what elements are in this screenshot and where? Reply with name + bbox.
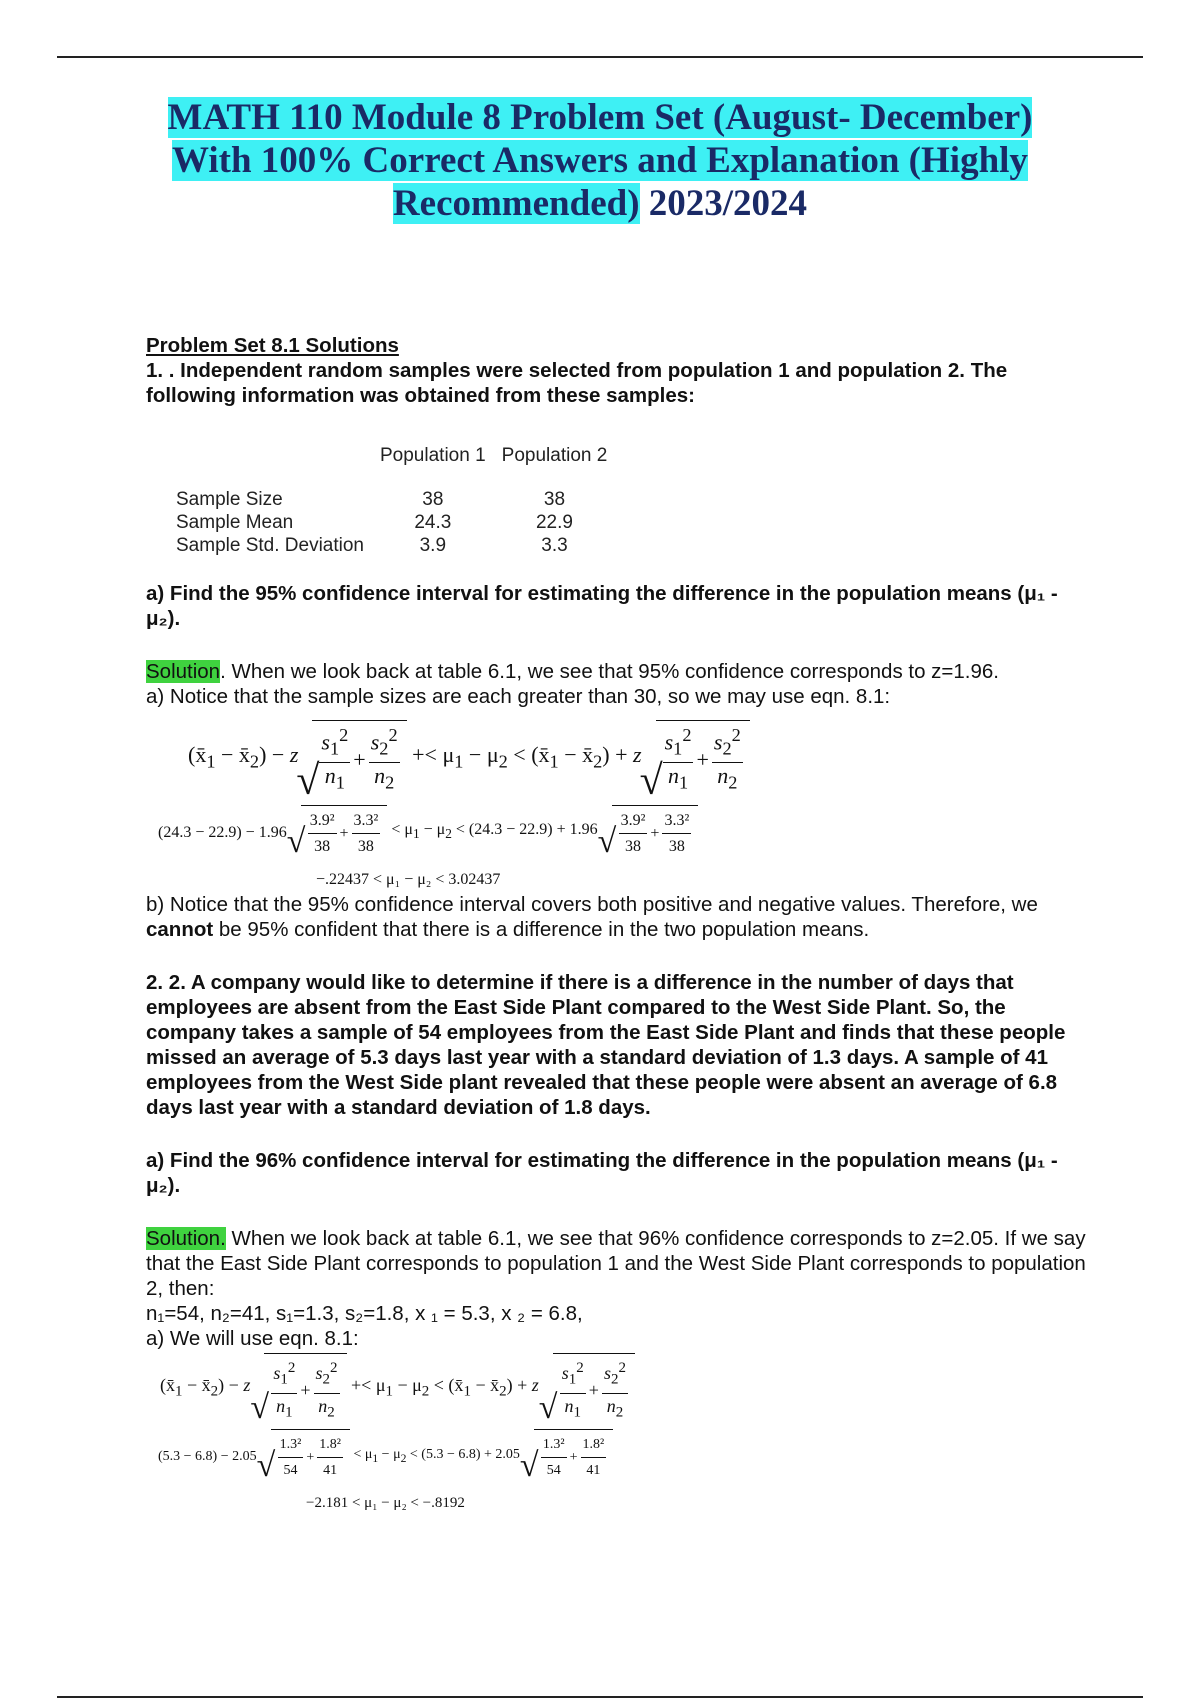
part-b-text-1: b) Notice that the 95% confidence interval covers both positive and negative values. Therefore, we (146, 893, 1038, 916)
row-value-pop1: 3.9 (419, 535, 447, 556)
problem1-part-a: a) Find the 95% confidence interval for estimating the difference in the population means (μ₁ - μ₂). (146, 582, 1058, 630)
general-formula-2: ($x̄_1$ − $x̄_2) - z$ √ $\frac{s_1^2}{n_1}$ + $\frac{s_2^2}{n_2}$ +< $\mu_1 - \mu_2$ < ($x̄_1$ − $x̄_2) + z$ √ $\frac{s_1^2}{n_1}$ + $\frac{s_2^2}{n_2}$ (160, 1357, 1086, 1421)
table-header-blank (168, 443, 372, 488)
row-value-pop2: 3.3 (541, 535, 568, 556)
result-1: −.22437 < μ₁ − μ₂ < 3.02437 (316, 871, 501, 888)
problem1-solution-a: a) Notice that the sample sizes are each greater than 30, so we may use eqn. 8.1: (146, 685, 891, 708)
problem1-solution (146, 659, 1086, 684)
table-header-pop1: Population 1 (380, 445, 486, 466)
document-body (146, 333, 1086, 1516)
problem2-part-a: a) Find the 96% confidence interval for estimating the difference in the population means (μ₁ - μ₂). (146, 1149, 1058, 1197)
general-formula-1: ($x̄_1$ − $x̄_2) - z$ √ $\frac{s_1^2}{n_1}$ + $\frac{s_2^2}{n_2}$ +< $\mu_1 - \mu_2$ < ($x̄_1$ − $x̄_2) + z$ √ $\frac{s_1^2}{n_1}$ + $\frac{s_2^2}{n_2}$ (188, 723, 1086, 793)
row-value-pop1: 38 (422, 489, 444, 510)
problem1-question: 1. . Independent random samples were selected from population 1 and population 2. The following information was obtained from these samples: (146, 359, 1008, 407)
table-row (168, 511, 615, 534)
numeric-formula-2: (5.3 − 6.8) − 2.05 √ $\frac{\text{1.3²}}{54}$ + $\frac{\text{1.8²}}{41}$ < $\mu_1 - \mu_2 < (5.3 - 6.8) + 2.05$ √ $\frac{\text{1.3²}}{54}$ + $\frac{\text{1.8²}}{41}$ (158, 1427, 1086, 1485)
problem2-solution-a: a) We will use eqn. 8.1: (146, 1327, 359, 1350)
row-value-pop1: 24.3 (414, 512, 452, 533)
part-b-text-2: be 95% confident that there is a difference in the two population means. (213, 918, 870, 941)
section-heading: Problem Set 8.1 Solutions (146, 334, 399, 357)
problem2-question: 2. 2. A company would like to determine if there is a difference in the number of days that employees are absent from the East Side Plant compared to the West Side Plant. So, the company takes a sample of 54 employees from the East Side Plant and finds that these people missed an average of 5.3 days last year with a standard deviation of 1.3 days. A sample of 41 employees from the West Side plant revealed that these people were absent an average of 6.8 days last year with a standard deviation of 1.8 days. (146, 971, 1066, 1119)
problem1-part-b (146, 892, 1086, 942)
problem2-solution (146, 1226, 1086, 1301)
sample-table (168, 443, 615, 557)
solution-label: Solution (146, 660, 221, 683)
table-header-row (168, 443, 615, 488)
solution-text: When we look back at table 6.1, we see that 96% confidence corresponds to z=2.05. If we say that the East Side Plant corresponds to population 1 and the West Side Plant corresponds to population 2, then: (146, 1227, 1086, 1300)
solution-label: Solution. (146, 1227, 226, 1250)
solution-text: . When we look back at table 6.1, we see that 95% confidence corresponds to z=1.96. (220, 660, 999, 683)
row-label: Sample Mean (176, 512, 294, 533)
bottom-rule (57, 1696, 1143, 1698)
numeric-formula-1: (24.3 − 22.9) − 1.96 √ $\frac{\text{3.9²}}{38}$ + $\frac{\text{3.3²}}{38}$ < $\mu_1 - \mu_2 < (24.3 - 22.9) + 1.96$ √ $\frac{\text{3.9²}}{38}$ + $\frac{\text{3.3²}}{38}$ (158, 803, 1086, 861)
title-line-3b: 2023/2024 (639, 183, 808, 224)
row-label: Sample Size (176, 489, 283, 510)
row-value-pop2: 22.9 (535, 512, 573, 533)
document-title (100, 96, 1100, 225)
table-header-pop2: Population 2 (501, 445, 608, 466)
table-row (168, 488, 615, 511)
table-row (168, 534, 615, 557)
result-2: −2.181 < μ₁ − μ₂ < −.8192 (306, 1495, 465, 1511)
top-rule (57, 56, 1143, 58)
row-label: Sample Std. Deviation (176, 535, 364, 556)
part-b-bold: cannot (146, 918, 214, 941)
title-line-1: MATH 110 Module 8 Problem Set (August- December) (167, 97, 1033, 138)
title-line-3a: Recommended) (392, 183, 640, 224)
row-value-pop2: 38 (543, 489, 566, 510)
problem2-values: n₁=54, n₂=41, s₁=1.3, s₂=1.8, x ₁ = 5.3, x ₂ = 6.8, (146, 1302, 583, 1325)
title-line-2: With 100% Correct Answers and Explanation (Highly (172, 140, 1028, 181)
